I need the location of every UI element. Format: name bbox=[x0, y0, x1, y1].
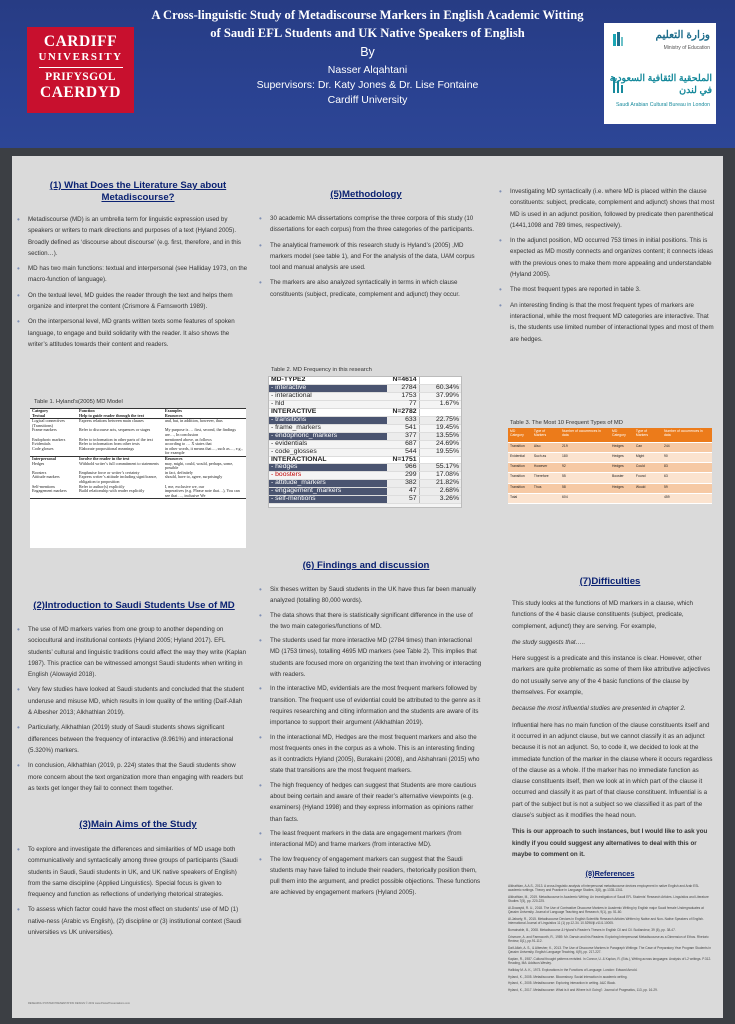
table2-percent: 37.99% bbox=[419, 392, 461, 400]
table-cell: 90 bbox=[662, 452, 712, 462]
list-item: • 30 academic MA dissertations comprise the three corpora of this study (10 dissertations for each corpus) from the three categories of the participants. bbox=[258, 213, 482, 236]
by-label: By bbox=[360, 45, 375, 59]
table-cell: 55 bbox=[560, 473, 610, 483]
table-row bbox=[269, 424, 461, 432]
table-row bbox=[508, 463, 712, 473]
bureau-arabic-name: الملحقية الثقافية السعودية في لندن bbox=[609, 73, 712, 96]
table-cell: Hedges bbox=[610, 463, 634, 473]
table-row bbox=[508, 493, 712, 503]
poster-header bbox=[0, 0, 735, 148]
section7-body bbox=[512, 598, 714, 865]
table-cell: Textual bbox=[30, 414, 77, 419]
table2-label: - transitions bbox=[269, 416, 387, 424]
section8-heading: (8)References bbox=[585, 869, 635, 878]
list-item bbox=[16, 214, 248, 259]
section1-heading: (1) What Does the Literature Say about Metadiscourse? bbox=[49, 180, 227, 203]
list-item: • Six theses written by Saudi students in the UK have thus far been manually analyzed (totalling 80,000 words). bbox=[258, 584, 482, 607]
table-cell: Attitude markers bbox=[32, 474, 60, 480]
table2-percent: 19.45% bbox=[419, 424, 461, 432]
table2-label: MD-TYPE2 bbox=[269, 377, 387, 384]
list-item: • Very few studies have looked at Saudi students and concluded that the student underuse and misuse MD, which results in low quality of the writing (Daif-Allah & Albesher 2013; Alkhathlan 2019). bbox=[16, 684, 248, 718]
references-list bbox=[508, 884, 712, 995]
table2-count: 541 bbox=[387, 424, 419, 432]
table-cell: Hedges bbox=[610, 442, 634, 452]
table2-caption: Table 2. MD Frequency in this research bbox=[271, 367, 372, 373]
table2-percent: 1.67% bbox=[419, 400, 461, 408]
table-row bbox=[508, 442, 712, 452]
table2-count: 544 bbox=[387, 448, 419, 456]
table2-label: - interactive bbox=[269, 384, 387, 392]
reference-item: Burrainable, B., 2008. Metadiscourse & Hyland’s Reader’s Theses in English Cil and Cil. Sudlandeur, 39 (6), pp. 38-47. bbox=[508, 928, 676, 932]
cardiff-logo-line1: CARDIFF bbox=[43, 33, 118, 50]
reference-item: Alkhathlan, A.A.S., 2013. A cross-linguistic analysis of interpersonal metadiscourse devices employment in native English and Arab ESL academic writings. Theory and Practice in Language Studies, 3(8), pp.1335-1341. bbox=[508, 884, 700, 893]
section5-continued-bullets bbox=[498, 186, 716, 349]
table2-count: 966 bbox=[387, 464, 419, 472]
table-cell: Examples bbox=[163, 409, 246, 414]
table2-percent: 13.55% bbox=[419, 432, 461, 440]
list-item: • The use of MD markers varies from one group to another depending on sociocultural and institutional contexts (Hyland 2005; Hyland 2017). EFL students’ cultural and linguistic traditions could affect the way they write (Kaplan 1987). This practice can be witnessed amongst Saudi students when writing in English (Alowayid 2018). bbox=[16, 624, 248, 680]
cardiff-university-logo bbox=[27, 27, 134, 113]
table2-label: - code_glosses bbox=[269, 448, 387, 456]
table-cell: Therefore bbox=[532, 473, 560, 483]
table2-count: 377 bbox=[387, 432, 419, 440]
table-cell: Evidentials bbox=[32, 441, 51, 447]
table-header-row bbox=[508, 428, 712, 442]
list-item: • In the interactional MD, Hedges are the most frequent markers and also the most frequents ones in the corpus as a whole. This is an interesting finding as it contradicts Hyland (2005), Burakaini (2008), and Alshahrani (2015) who state that transitions are the most frequent markers. bbox=[258, 732, 482, 777]
table-cell: Also bbox=[532, 442, 560, 452]
table-header-cell: MD Category bbox=[508, 428, 532, 442]
table2-count: N=4614 bbox=[387, 377, 419, 384]
reference-item: Hyland, K., 2005. Metadiscourse. Bloomsbury. Social interaction in academic writing. bbox=[508, 974, 628, 979]
table-cell: Could bbox=[634, 463, 662, 473]
table-cell: My purpose is … first, second, the findings are…, In conclusion bbox=[164, 427, 236, 437]
table-cell: Express relations between main clauses bbox=[78, 418, 144, 424]
table-cell: Endophoric markers bbox=[32, 436, 66, 442]
table-cell: Frame markers bbox=[32, 427, 57, 433]
bureau-english-name: Saudi Arabian Cultural Bureau in London bbox=[615, 102, 710, 108]
table-row bbox=[269, 456, 461, 464]
table-cell: 59 bbox=[662, 483, 712, 493]
reference-item: Alkhathlan, M., 2019. Metadiscourse in Academic Writing: An Investigation of Saudi EFL Students' Research Articles. Linguistics and Literature Studies 7(5), pp. 220-225. bbox=[508, 895, 709, 904]
table-cell: Refer to author(s) explicitly bbox=[78, 483, 125, 489]
table2-count: 47 bbox=[387, 488, 419, 496]
table-cell: Category bbox=[30, 409, 77, 414]
reference-item: Al-Jabarty, R., 2015. Metadiscourse Devices in English Scientific Research Articles Written by Native and Non- Native Speakers of English. International Journal of Linguistics 11 (1) pp.12-34. 10.5296/ijl.v11i1.10005. bbox=[508, 917, 704, 926]
list-item: • The data shows that there is statistically significant difference in the use of the two main categories/functions of MD. bbox=[258, 610, 482, 633]
table-cell bbox=[610, 493, 634, 503]
list-item: • The analytical framework of this research study is Hyland’s (2005) ,MD markers model (see table 1), and For the analysis of the data, UAM corpus tool and manual analysis are used. bbox=[258, 240, 482, 274]
table-cell: Elaborate propositional meanings bbox=[78, 445, 134, 451]
table2-percent: 21.82% bbox=[419, 480, 461, 488]
table2-count: 57 bbox=[387, 496, 419, 504]
table2-label: - boosters bbox=[269, 472, 387, 480]
table-row bbox=[508, 452, 712, 462]
poster-footnote: RESEARCH POSTER PRESENTATION DESIGN © 2019 www.PosterPresentations.com bbox=[28, 1002, 130, 1005]
table2-percent: 60.34% bbox=[419, 384, 461, 392]
table-cell: Self-mentions bbox=[32, 483, 55, 489]
table-cell: Evidential bbox=[508, 452, 532, 462]
table2-label: - attitude_markers bbox=[269, 480, 387, 488]
table2-count: 299 bbox=[387, 472, 419, 480]
section5-bullets bbox=[258, 213, 482, 304]
list-item: • In the adjunct position, MD occurred 753 times in initial positions. This is expected as MD mostly connects and organizes content; it connects ideas with the previous ones to make them more appealing and understandable (Hyland 2005). bbox=[498, 235, 716, 280]
table2-percent: 3.26% bbox=[419, 496, 461, 504]
list-item: • To assess which factor could have the most effect on students’ use of MD (1) native-ness (Arabic vs English), (2) discipline or (3) institutional context (Saudi universities vs UK universities). bbox=[16, 904, 248, 938]
table-row bbox=[30, 475, 246, 484]
table1-caption: Table 1. Hyland’s(2005) MD Model bbox=[34, 399, 123, 405]
reference-item: Daif-Allah, A. S., & Albesher, K., 2013. The Use of Discourse Markers in Paragraph Writings: The Case of Preparatory Year Program Students in Qassim University. English Language Teaching, 6(9), pp. 217-227. bbox=[508, 945, 712, 954]
list-item: • In the interactive MD, evidentials are the most frequent markers followed by transition. The frequent use of evidential could be attributed to the genre as it requires researching and citing information and the students are aware of its importance to support their argument (Alkhathlan 2019). bbox=[258, 683, 482, 728]
table-cell: 244 bbox=[662, 442, 712, 452]
table-row bbox=[508, 483, 712, 493]
table2-label: - interactional bbox=[269, 392, 387, 400]
table-row bbox=[30, 447, 246, 457]
table2-percent: 24.69% bbox=[419, 440, 461, 448]
cardiff-logo-line4: CAERDYD bbox=[40, 84, 121, 101]
table-cell: Emphasise force or writer’s certainty bbox=[78, 469, 140, 475]
table-cell: should, have to, agree, surprisingly bbox=[164, 474, 223, 480]
section3-heading: (3)Main Aims of the Study bbox=[79, 819, 197, 830]
table-cell: Hedges bbox=[610, 483, 634, 493]
table-cell: 63 bbox=[662, 473, 712, 483]
section1-bullets bbox=[16, 214, 248, 354]
table-cell: Boosters bbox=[32, 469, 47, 475]
table2-count: N=1751 bbox=[387, 456, 419, 464]
table-cell: Help to guide reader through the text bbox=[77, 414, 163, 419]
s7-paragraph3: Influential here has no main function of the clause constituents itself and it occurred in an adjunct clause, but we cannot classify it as an adjunct because it is not an adjunct. So, to code it, we decided to look at the immediate function of the marker in the clause where it occurs regardless of the clause as a whole. If the marker has no immediate function as clause constituents itself, then we look at in which part of the clause it occurred and classify it as part of that clause constituent. Influential is a part of the subject but is not a subject so we classified it as part of the clause’s subject as it modifies the head noun. bbox=[512, 721, 713, 820]
cardiff-logo-line3: PRIFYSGOL bbox=[45, 71, 116, 83]
section5-heading: (5)Methodology bbox=[330, 189, 402, 200]
table-cell: 459 bbox=[662, 493, 712, 503]
table-cell: Such as bbox=[532, 452, 560, 462]
table-cell: Function bbox=[77, 409, 163, 414]
table-header-cell: Number of occurrences in data bbox=[662, 428, 712, 442]
table2-count: N=2782 bbox=[387, 408, 419, 416]
table2-label: - hedges bbox=[269, 464, 387, 472]
table-cell: Resources bbox=[163, 456, 246, 461]
table-header-cell: Type of Markers bbox=[634, 428, 662, 442]
table2-count: 687 bbox=[387, 440, 419, 448]
supervisors: Supervisors: Dr. Katy Jones & Dr. Lise Fontaine bbox=[256, 79, 479, 91]
section3-bullets bbox=[16, 844, 248, 942]
list-item: • MD has two main functions: textual and interpersonal (see Halliday 1973, on the macro-function of language). bbox=[16, 263, 248, 286]
table-cell: Transition bbox=[508, 442, 532, 452]
table2-md-frequency bbox=[268, 376, 462, 508]
table-cell: Transition bbox=[508, 463, 532, 473]
table-cell: in other words, it means that…, such as…, e.g., for example bbox=[164, 445, 243, 456]
table-cell: Engagement markers bbox=[30, 489, 77, 499]
section7-heading: (7)Difficulties bbox=[579, 576, 641, 587]
reference-item: Hyland, K., 2017. Metadiscourse: What is it and Where is it Going?. Journal of Pragmatics, 113, pp. 16-29. bbox=[508, 988, 658, 993]
table-header-cell: Type of Markers bbox=[532, 428, 560, 442]
cardiff-logo-line2: UNIVERSITY bbox=[38, 51, 123, 63]
table2-label: INTERACTIONAL bbox=[269, 456, 387, 464]
table2-count: 382 bbox=[387, 480, 419, 488]
table2-label: INTERACTIVE bbox=[269, 408, 387, 416]
reference-item: Hyland, K., 2005. Metadiscourse: Exploring interaction in writing. A&C Black. bbox=[508, 981, 616, 986]
table-cell: 219 bbox=[560, 442, 610, 452]
table-row bbox=[508, 473, 712, 483]
table-cell: 604 bbox=[560, 493, 610, 503]
table2-count: 1753 bbox=[387, 392, 419, 400]
table2-label: - frame_markers bbox=[269, 424, 387, 432]
table-cell: 180 bbox=[560, 452, 610, 462]
table-cell: in fact, definitely bbox=[164, 469, 193, 475]
table-header-cell: MD Category bbox=[610, 428, 634, 442]
table-row bbox=[269, 448, 461, 456]
section6-bullets bbox=[258, 584, 482, 902]
university-name: Cardiff University bbox=[327, 94, 408, 106]
table2-label: - engagement_markers bbox=[269, 488, 387, 496]
ministry-of-education-icon bbox=[612, 31, 624, 49]
table-header-cell: Number of occurrences in data bbox=[560, 428, 610, 442]
table-cell: Refer to information from other texts bbox=[78, 441, 140, 447]
table-cell: Thus bbox=[532, 483, 560, 493]
list-item: • The low frequency of engagement markers can suggest that the Saudi students may have failed to include their readers, rhetorically position them, pull them into the argument, and predict possible objections. These functions are achieved by engagement markers (Hyland 2005). bbox=[258, 854, 482, 899]
list-item: • Investigating MD syntactically (i.e. where MD is placed within the clause constituents: subject, predicate, complement and adjunct) shows that most MD is used in an adjunct position, followed by predicate then parenthetical (1441,1098 and 789 times, respectively). bbox=[498, 186, 716, 231]
table-cell: Involve the reader in the text bbox=[77, 456, 163, 461]
section2-heading: (2)Introduction to Saudi Students Use of MD bbox=[33, 600, 235, 611]
s7-paragraph2: Here suggest is a predicate and this instance is clear. However, other markers are quite problematic as some of them like attributive adjectives do not usually serve any of the 4 basic functions of the clause by themselves. For example, bbox=[512, 655, 711, 697]
table-cell: Would bbox=[634, 483, 662, 493]
list-item: • The high frequency of hedges can suggest that Students are more cautious about being certain and aware of their reader’s alternative viewpoints (e.g. examiners) (Hyland 1998) and they express information as opinions rather than facts. bbox=[258, 780, 482, 825]
table2-percent: 19.55% bbox=[419, 448, 461, 456]
list-item: • The least frequent markers in the data are engagement markers (from interactional MD) and frame markers (from interactive MD). bbox=[258, 828, 482, 851]
table-cell: Build relationship with reader explicitly bbox=[77, 489, 163, 499]
table2-count: 77 bbox=[387, 400, 419, 408]
table2-percent: 2.68% bbox=[419, 488, 461, 496]
s7-example2: because the most influential studies are presented in chapter 2. bbox=[512, 705, 686, 713]
table-cell: mentioned above, as follows bbox=[164, 436, 212, 442]
moe-english-name: Ministry of Education bbox=[663, 45, 710, 51]
table-cell: Refer to information in other parts of the text bbox=[78, 436, 153, 442]
poster-content-panel bbox=[12, 156, 723, 1018]
table-cell: Found bbox=[634, 473, 662, 483]
table-cell: Booster bbox=[610, 473, 634, 483]
table-cell: Can bbox=[634, 442, 662, 452]
list-item: • Particularly, Alkhathlan (2019) study of Saudi students shows significant differences between the frequency of interactive (8.961%) and interactional (5.320%) markers. bbox=[16, 722, 248, 756]
partner-logos bbox=[604, 23, 716, 124]
table-row bbox=[269, 392, 461, 400]
table-row bbox=[30, 489, 246, 499]
author-name: Nasser Alqahtani bbox=[327, 64, 408, 76]
table2-label: - hld bbox=[269, 400, 387, 408]
list-item: • On the interpersonal level, MD grants written texts some features of spoken language, to engage and build solidarity with the reader. It also shows the writer’s attitudes towards their content and readers. bbox=[16, 316, 248, 350]
table-cell: may, might, could, would, perhaps, some, possible bbox=[164, 460, 234, 471]
table2-count: 2784 bbox=[387, 384, 419, 392]
table-cell: Code glosses bbox=[32, 445, 54, 451]
table3-caption: Table 3. The Most 10 Frequent Types of MD bbox=[510, 420, 623, 426]
table2-label: - endophoric_markers bbox=[269, 432, 387, 440]
table-cell: I, me, exclusive we, our bbox=[164, 483, 205, 489]
table-row bbox=[269, 496, 461, 504]
table-cell: and, but, in addition, however, thus bbox=[164, 418, 223, 424]
table2-label: - evidentials bbox=[269, 440, 387, 448]
table-cell: Hedges bbox=[610, 452, 634, 462]
reference-item: Al-Dowayid, R. U., 2018. The Use of Contrastive Discourse Markers in Academic Writing by English major Saudi female Undergraduates at Qassim University. Journal of Language Teaching and Research, 9(1), pp. 51-60. bbox=[508, 906, 704, 915]
s7-example1: the study suggests that….. bbox=[512, 638, 586, 646]
reference-item: Halliday M. A. K., 1973. Explorations in the Functions of Language. London: Edward Arnold. bbox=[508, 967, 638, 972]
table-row bbox=[269, 440, 461, 448]
table-cell: Interpersonal bbox=[30, 456, 77, 461]
moe-arabic-name: وزارة التعليم bbox=[655, 29, 710, 41]
table-cell: Resources bbox=[163, 414, 246, 419]
list-item: • In conclusion, Alkhathlan (2019, p. 224) states that the Saudi students show more concern about the text organization more than engaging with readers but as texts get longer they fail to connect them together. bbox=[16, 760, 248, 794]
table-cell: However bbox=[532, 463, 560, 473]
table2-count: 633 bbox=[387, 416, 419, 424]
section6-heading: (6) Findings and discussion bbox=[302, 560, 430, 571]
list-item: • The markers are also analyzed syntactically in terms in which clause constituents (subject, predicate, complement and adjunct) they occur. bbox=[258, 277, 482, 300]
table-cell: Refer to discourse acts, sequences or stages bbox=[78, 427, 151, 433]
table-cell: Express writer’s attitude including significance, obligation to proposition bbox=[78, 474, 158, 484]
table2-percent: 22.75% bbox=[419, 416, 461, 424]
table-cell: imperatives (e.g. Please note that…), You can see that …, inclusive We bbox=[163, 489, 246, 499]
table3-most-frequent-types bbox=[508, 428, 712, 522]
table-cell: Hedges bbox=[32, 460, 45, 466]
table-cell bbox=[532, 493, 560, 503]
table-cell: Withhold writer’s full commitment to statements bbox=[78, 460, 159, 466]
cardiff-logo-rule bbox=[39, 67, 123, 68]
poster-title-line1: A Cross-linguistic Study of Metadiscourse Markers in English Academic Witting bbox=[151, 8, 584, 22]
table-cell: 83 bbox=[662, 463, 712, 473]
table2-label: - self-mentions bbox=[269, 496, 387, 504]
table-cell bbox=[634, 493, 662, 503]
table-cell: Logical connectives (Transitions) bbox=[32, 418, 65, 428]
table2-percent: 55.17% bbox=[419, 464, 461, 472]
table1-hyland-model bbox=[30, 408, 246, 548]
table2-percent: 17.08% bbox=[419, 472, 461, 480]
reference-item: Crismore, A. and Farnsworth, R., 1989. Mr. Darwin and his Readers: Exploring Interpersonal Metadiscourse as a Dimension of Ethos. Rhetoric Review, 8(1), pp.91-112. bbox=[508, 934, 709, 943]
poster-title-line2: of Saudi EFL Students and UK Native Speakers of English bbox=[210, 26, 525, 40]
list-item: • The students used far more interactive MD (2784 times) than interactional MD (1753 times), totalling 4695 MD markers (see Table 2). This implies that students are focused more on organizing the text than involving or interacting with readers. bbox=[258, 635, 482, 680]
table-cell: Transition bbox=[508, 483, 532, 493]
list-item: • The most frequent types are reported in table 3. bbox=[498, 284, 716, 295]
section2-bullets bbox=[16, 624, 248, 798]
table-cell: Might bbox=[634, 452, 662, 462]
s1-bullet1-text: Metadiscourse (MD) is an umbrella term for linguistic expression used by speakers or writers to mark directions and purposes of a text (Hyland 2005). Broadly defined as ‘discourse about discourse’ (e.g. first, therefore, and in this section…). bbox=[28, 216, 242, 257]
table-cell: according to … X states that bbox=[164, 441, 212, 447]
table-cell: 58 bbox=[560, 483, 610, 493]
table-cell: 92 bbox=[560, 463, 610, 473]
table-cell: Total bbox=[508, 493, 532, 503]
table-row bbox=[269, 432, 461, 440]
reference-item: Kaplan, R., 1987. Cultural thought patterns revisited. In Connor, U. & Kaplan, R. (Eds.), Writing across languages: Analysis of L2 writings. P.312. Reading, MA: Addison-Wesley. bbox=[508, 956, 712, 965]
s7-request: This is our approach to such instances, but I would like to ask you kindly if you could suggest any alternatives to deal with this or maybe to comment on it. bbox=[512, 828, 708, 858]
s7-paragraph1: This study looks at the functions of MD markers in a clause, which functions of the 4 basic clause constituents (subject, predicate, complement, adjunct) they are serving. For example, bbox=[512, 600, 693, 630]
list-item: • On the textual level, MD guides the reader through the text and helps them organize and interpret the content (Crismore & Farnsworth 1989). bbox=[16, 290, 248, 313]
list-item: • An interesting finding is that the most frequent types of markers are interactional, while the most frequent MD categories are interactive. That is, the students use limited number of interactional types and most of them are hedges. bbox=[498, 300, 716, 345]
list-item: • To explore and investigate the differences and similarities of MD usage both communicatively and syntactically among three groups of participants (Saudi students in Saudi, Saudi students in UK, and UK native speakers of English) from the same discipline (Applied Linguistics). Special focus is given to frequency and function as reflections of underlying rhetorical strategies. bbox=[16, 844, 248, 900]
table-cell: Transition bbox=[508, 473, 532, 483]
